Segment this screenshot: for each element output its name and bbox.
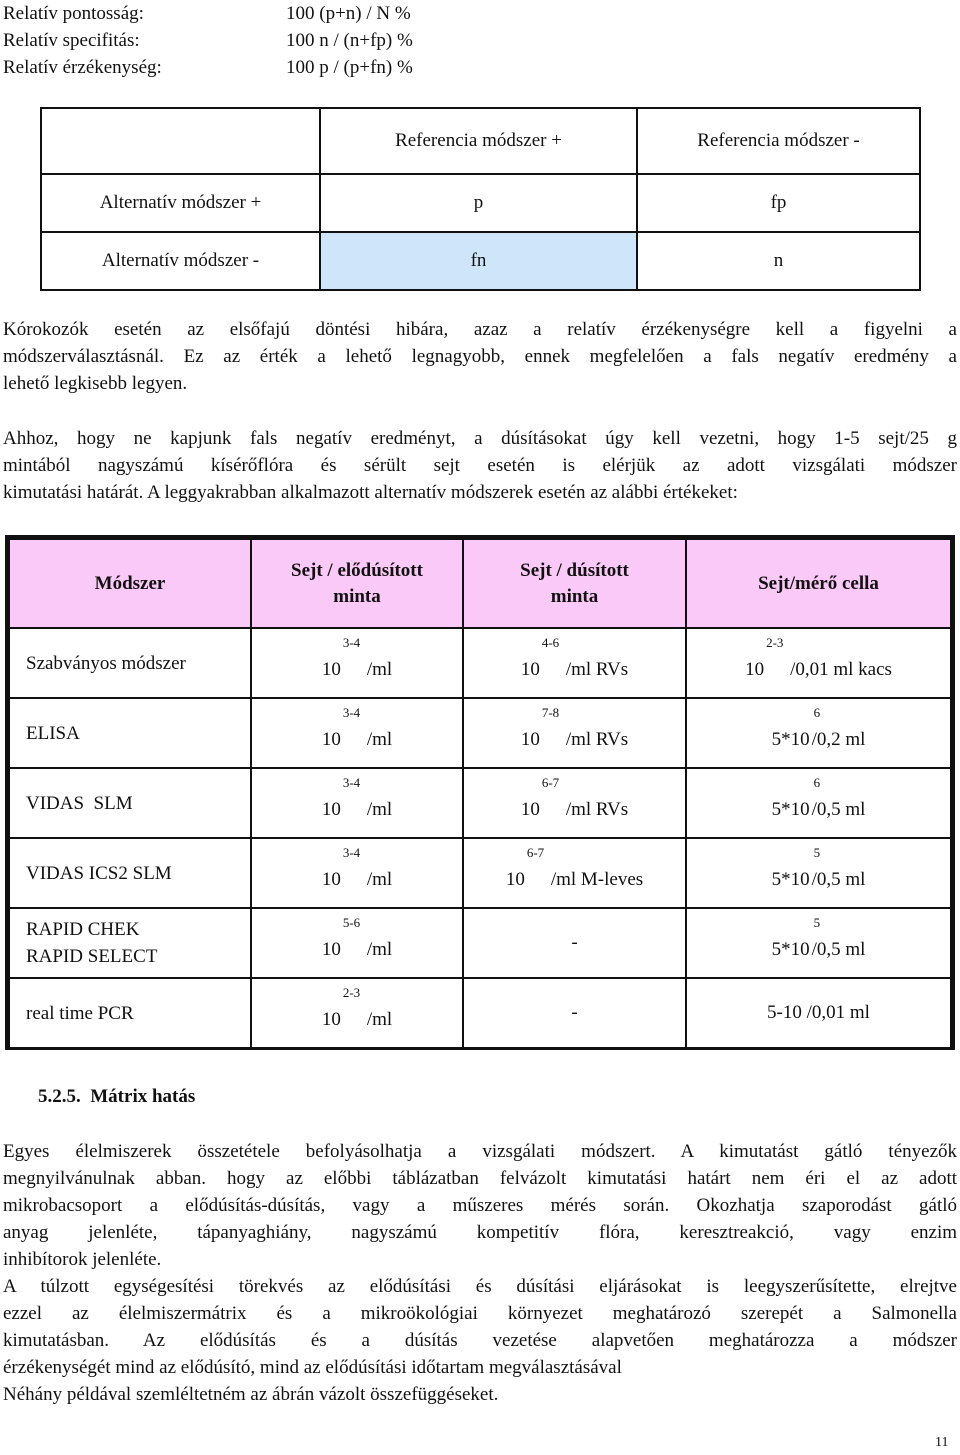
pre-enriched-value [251, 628, 463, 698]
method-name [9, 838, 251, 908]
method-name-line: VIDAS SLM [26, 792, 133, 814]
power-value [321, 705, 393, 751]
power-base: 10 [790, 799, 810, 820]
formula-sensitivity [3, 54, 957, 81]
paragraph-line: Kórokozók esetén az elsőfajú döntési hibára, azaz a relatív érzékenységre kell a figyelni a [3, 319, 957, 340]
enriched-value [463, 628, 686, 698]
method-name-line: RAPID CHEK [26, 919, 140, 940]
power-value [520, 705, 629, 751]
paragraph-matrix-effect [3, 1138, 957, 1273]
power-value [520, 775, 629, 821]
power-unit: /0,5 ml [811, 799, 866, 820]
pre-enriched-value [251, 908, 463, 978]
table-row [9, 698, 951, 768]
paragraph-line: A túlzott egységesítési törekvés az elődúsítási és dúsítási eljárásokat is leegyszerűsítette, elrejtve [3, 1276, 957, 1297]
cell-fp: fp [637, 174, 920, 232]
power-exponent: 6 [813, 705, 821, 720]
col-header-ref-neg: Referencia módszer - [637, 108, 920, 174]
power-value [745, 635, 892, 681]
power-unit: /0,5 ml [811, 869, 866, 890]
contingency-table [40, 107, 921, 291]
power-exponent: 3-4 [342, 705, 361, 720]
paragraph-line: Néhány példával szemléltetném az ábrán vázolt összefüggéseket. [3, 1384, 499, 1405]
power-base: 10 [790, 869, 810, 890]
power-prefix: 5* [771, 869, 791, 890]
pre-enriched-value [251, 978, 463, 1048]
power-base: 10 [520, 659, 540, 680]
methods-table [5, 535, 955, 1050]
method-name [9, 908, 251, 978]
table-row [9, 908, 951, 978]
method-name-line: ELISA [26, 722, 80, 744]
measuring-cell-value: 5-10 /0,01 ml [686, 978, 951, 1048]
paragraph-line: érzékenységét mind az elődúsító, mind az elődúsítási időtartam megválasztásával [3, 1357, 622, 1378]
power-exponent: 5 [813, 845, 821, 860]
power-base: 10 [321, 869, 341, 890]
measuring-cell-value [686, 908, 951, 978]
method-name-line: RAPID SELECT [26, 946, 158, 967]
method-name [9, 628, 251, 698]
cell-fn: fn [320, 232, 637, 290]
paragraph-standardization [3, 1273, 957, 1408]
power-exponent: 6-7 [526, 845, 545, 860]
power-base: 10 [505, 869, 525, 890]
power-value [771, 845, 866, 891]
method-name [9, 978, 251, 1048]
enriched-value: - [463, 978, 686, 1048]
paragraph-line: kimutatásban. Az elődúsítás és a dúsítás vezetése alapvetően meghatározza a módszer [3, 1330, 957, 1351]
cell-p: p [320, 174, 637, 232]
paragraph-line: megnyilvánulnak abban. hogy az előbbi táblázatban felvázolt kimutatási határt nem éri el az adott [3, 1168, 957, 1189]
header-measuring-cell [686, 539, 951, 628]
power-base: 10 [321, 659, 341, 680]
enriched-value: - [463, 908, 686, 978]
power-base: 10 [790, 729, 810, 750]
formula-accuracy [3, 0, 957, 27]
power-exponent: 3-4 [342, 635, 361, 650]
enriched-value [463, 768, 686, 838]
method-name [9, 768, 251, 838]
power-base: 10 [321, 729, 341, 750]
enriched-value [463, 698, 686, 768]
header-method [9, 539, 251, 628]
header-line: Sejt/mérő cella [758, 572, 879, 594]
formula-value: 100 n / (n+fp) % [286, 30, 413, 51]
col-header-ref-pos: Referencia módszer + [320, 108, 637, 174]
power-unit: /ml [366, 939, 393, 960]
power-unit: /ml [366, 1009, 393, 1030]
cell-n: n [637, 232, 920, 290]
table-row [9, 838, 951, 908]
power-value [505, 845, 644, 891]
power-unit: /ml M-leves [550, 869, 644, 890]
power-base: 10 [321, 799, 341, 820]
power-base: 10 [520, 799, 540, 820]
paragraph-line: lehető legkisebb legyen. [3, 373, 188, 394]
header-line: Sejt / elődúsított [291, 559, 423, 581]
power-base: 10 [520, 729, 540, 750]
power-exponent: 3-4 [342, 845, 361, 860]
header-line: minta [550, 585, 599, 607]
measuring-cell-value [686, 628, 951, 698]
power-base: 10 [321, 939, 341, 960]
power-exponent: 6 [813, 775, 821, 790]
power-value [321, 985, 393, 1031]
power-value [321, 775, 393, 821]
power-unit: /ml RVs [565, 659, 629, 680]
power-unit: /0,5 ml [811, 939, 866, 960]
row-header-alt-neg: Alternatív módszer - [41, 232, 320, 290]
power-value [771, 915, 866, 961]
power-exponent: 2-3 [342, 985, 361, 1000]
header-line: minta [333, 585, 381, 607]
power-exponent: 3-4 [342, 775, 361, 790]
power-unit: /ml [366, 729, 393, 750]
paragraph-line: Egyes élelmiszerek összetétele befolyásolhatja a vizsgálati módszert. A kimutatást gátló tényezők [3, 1141, 957, 1162]
power-value [771, 705, 866, 751]
power-base: 10 [745, 659, 765, 680]
power-prefix: 5* [771, 799, 791, 820]
power-unit: /ml RVs [565, 799, 629, 820]
paragraph-line: kimutatási határát. A leggyakrabban alkalmazott alternatív módszerek esetén az alábbi értékeket: [3, 482, 738, 503]
header-line: Módszer [94, 572, 166, 594]
formula-value: 100 p / (p+fn) % [286, 57, 413, 78]
header-line: Sejt / dúsított [520, 559, 629, 581]
power-unit: /ml RVs [565, 729, 629, 750]
paragraph-line: módszerválasztásnál. Ez az érték a lehető legnagyobb, ennek megfelelően a fals negatív eredmény a [3, 346, 957, 367]
table-row [9, 628, 951, 698]
paragraph-enrichment [3, 425, 957, 506]
power-value [321, 635, 393, 681]
power-unit: /0,2 ml [811, 729, 866, 750]
power-exponent: 5-6 [342, 915, 361, 930]
formula-value: 100 (p+n) / N % [286, 3, 411, 24]
pre-enriched-value [251, 698, 463, 768]
power-exponent: 5 [813, 915, 821, 930]
method-name [9, 698, 251, 768]
power-exponent: 2-3 [766, 635, 784, 650]
paragraph-error-type [3, 316, 957, 397]
enriched-value [463, 838, 686, 908]
power-prefix: 5* [771, 939, 791, 960]
paragraph-line: ezzel az élelmiszermátrix és a mikroökológiai környezet meghatározó szerepét a Salmonella [3, 1303, 957, 1324]
formula-specificity [3, 27, 957, 54]
power-exponent: 6-7 [541, 775, 560, 790]
table-row [9, 768, 951, 838]
power-unit: /ml [366, 799, 393, 820]
paragraph-line: mikrobacsoport a elődúsítás-dúsítás, vagy a műszeres mérés során. Okozhatja szaporodást gátló [3, 1195, 957, 1216]
power-exponent: 4-6 [541, 635, 560, 650]
power-value [321, 915, 393, 961]
paragraph-line: anyag jelenléte, tápanyaghiány, nagyszámú kompetitív flóra, keresztreakció, vagy enzim [3, 1222, 957, 1243]
pre-enriched-value [251, 768, 463, 838]
formula-label: Relatív pontosság: [3, 3, 144, 24]
formula-label: Relatív specifitás: [3, 30, 140, 51]
measuring-cell-value [686, 698, 951, 768]
header-enriched [463, 539, 686, 628]
row-header-alt-pos: Alternatív módszer + [41, 174, 320, 232]
measuring-cell-value [686, 768, 951, 838]
power-base: 10 [790, 939, 810, 960]
power-base: 10 [321, 1009, 341, 1030]
contingency-corner [41, 108, 320, 174]
formula-label: Relatív érzékenység: [3, 57, 162, 78]
paragraph-line: inhibítorok jelenléte. [3, 1249, 162, 1270]
method-name-line: Szabványos módszer [26, 652, 186, 674]
pre-enriched-value [251, 838, 463, 908]
paragraph-line: mintából nagyszámú kísérőflóra és sérült sejt esetén is elérjük az adott vizsgálati módszer [3, 455, 957, 476]
power-unit: /ml [366, 869, 393, 890]
power-value [520, 635, 629, 681]
power-value [321, 845, 393, 891]
method-name-line: real time PCR [26, 1002, 134, 1024]
power-prefix: 5* [771, 729, 791, 750]
table-row [9, 978, 951, 1048]
power-exponent: 7-8 [541, 705, 560, 720]
power-value [771, 775, 866, 821]
header-pre-enriched [251, 539, 463, 628]
paragraph-line: Ahhoz, hogy ne kapjunk fals negatív eredményt, a dúsításokat úgy kell vezetni, hogy 1-5 sejt/25 g [3, 428, 957, 449]
page-number: 11 [935, 1435, 949, 1450]
section-heading: 5.2.5. Mátrix hatás [38, 1086, 196, 1107]
power-unit: /ml [366, 659, 393, 680]
measuring-cell-value [686, 838, 951, 908]
power-unit: /0,01 ml kacs [790, 659, 892, 680]
method-name-line: VIDAS ICS2 SLM [26, 862, 172, 884]
